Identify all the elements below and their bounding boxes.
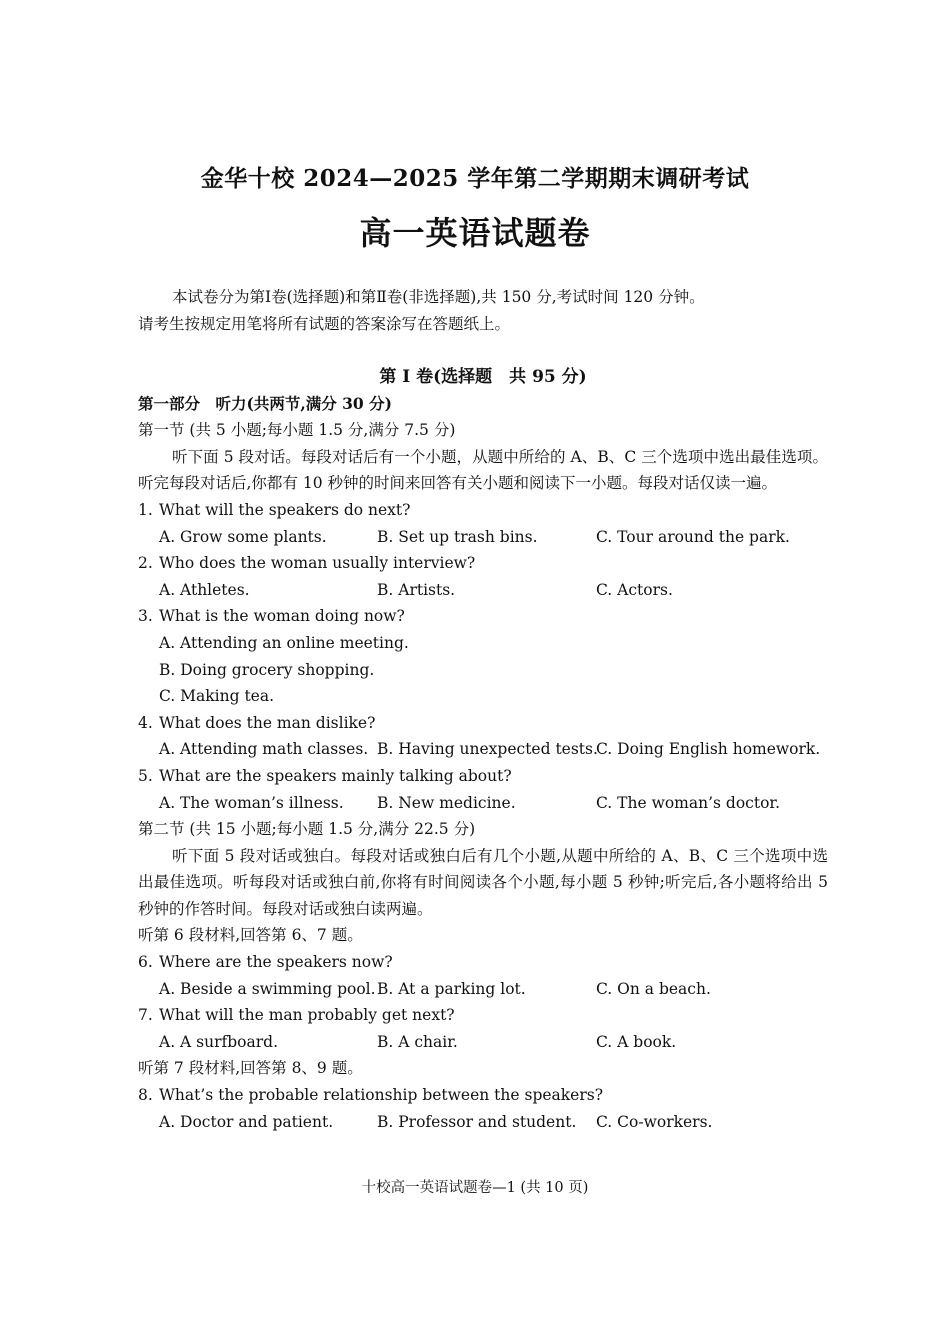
question-number: 5. <box>138 766 153 785</box>
material-6-instruction: 听第 6 段材料,回答第 6、7 题。 <box>138 926 363 945</box>
exam-subtitle: 高一英语试题卷 <box>359 214 591 252</box>
options-row <box>138 976 828 1003</box>
question-2 <box>138 550 828 577</box>
question-1 <box>138 497 828 524</box>
question-6 <box>138 949 828 976</box>
options-row <box>138 1109 828 1136</box>
question-3 <box>138 603 828 630</box>
question-8 <box>138 1082 828 1109</box>
question-text: Who does the woman usually interview? <box>159 554 476 573</box>
question-text: What is the woman doing now? <box>159 607 405 626</box>
exam-content <box>138 364 828 1135</box>
section1-directions: 听下面 5 段对话。每段对话后有一个小题，从题中所给的 A、B、C 三个选项中选出最佳选项。听完每段对话后,你都有 10 秒钟的时间来回答有关小题和阅读下一小题。每段对话仅读一遍。 <box>138 447 828 493</box>
option-b: B. Having unexpected tests. <box>377 740 598 759</box>
options-row <box>138 790 828 817</box>
question-number: 6. <box>138 953 153 972</box>
question-text: What will the man probably get next? <box>159 1006 455 1025</box>
option-c: C. Tour around the park. <box>596 527 790 546</box>
option-c: C. Co-workers. <box>596 1112 713 1131</box>
page-footer: 十校高一英语试题卷—1 (共 10 页) <box>361 1180 589 1196</box>
option-b: B. A chair. <box>377 1032 458 1051</box>
option-b: B. At a parking lot. <box>377 979 526 998</box>
question-number: 3. <box>138 607 153 626</box>
question-text: Where are the speakers now? <box>159 953 393 972</box>
volume-heading: 第 I 卷(选择题 共 95 分) <box>379 367 587 387</box>
option-a: A. A surfboard. <box>159 1032 279 1051</box>
part1-heading: 第一部分 听力(共两节,满分 30 分) <box>138 393 392 413</box>
options-row <box>138 1029 828 1056</box>
question-number: 7. <box>138 1006 153 1025</box>
option-c: C. Actors. <box>596 580 673 599</box>
option-b: B. Artists. <box>377 580 456 599</box>
option-c: C. Making tea. <box>159 687 275 706</box>
question-4 <box>138 710 828 737</box>
option-c: C. A book. <box>596 1032 677 1051</box>
question-text: What are the speakers mainly talking about? <box>159 766 512 785</box>
question-text: What will the speakers do next? <box>159 500 411 519</box>
section1-heading: 第一节 (共 5 小题;每小题 1.5 分,满分 7.5 分) <box>138 421 456 440</box>
exam-intro <box>138 284 828 338</box>
question-number: 1. <box>138 500 153 519</box>
option-a: A. Attending math classes. <box>159 740 369 759</box>
options-row <box>138 736 828 763</box>
intro-line-2: 请考生按规定用笔将所有试题的答案涂写在答题纸上。 <box>138 315 511 333</box>
option-a: A. Athletes. <box>159 580 250 599</box>
question-text: What does the man dislike? <box>159 713 376 732</box>
options-row <box>138 524 828 551</box>
option-c: C. On a beach. <box>596 979 711 998</box>
material-7-instruction: 听第 7 段材料,回答第 8、9 题。 <box>138 1059 363 1078</box>
option-c: C. Doing English homework. <box>596 740 821 759</box>
option-a: A. Beside a swimming pool. <box>159 979 376 998</box>
question-5 <box>138 763 828 790</box>
question-number: 2. <box>138 554 153 573</box>
option-a: A. Grow some plants. <box>159 527 327 546</box>
option-c: C. The woman’s doctor. <box>596 793 781 812</box>
question-text: What’s the probable relationship between the speakers? <box>159 1086 604 1105</box>
question-number: 4. <box>138 713 153 732</box>
option-b: B. New medicine. <box>377 793 516 812</box>
exam-title: 金华十校 2024—2025 学年第二学期期末调研考试 <box>200 165 750 192</box>
option-a: A. The woman’s illness. <box>159 793 344 812</box>
section2-directions: 听下面 5 段对话或独白。每段对话或独白后有几个小题,从题中所给的 A、B、C 三个选项中选出最佳选项。听每段对话或独白前,你将有时间阅读各个小题,每小题 5 秒钟;听完后,各小题将给出 5 秒钟的作答时间。每段对话或独白读两遍。 <box>138 846 828 918</box>
option-a: A. Attending an online meeting. <box>159 633 409 652</box>
question-7 <box>138 1002 828 1029</box>
intro-line-1: 本试卷分为第Ⅰ卷(选择题)和第Ⅱ卷(非选择题),共 150 分,考试时间 120 分钟。 <box>172 288 705 306</box>
option-b: B. Doing grocery shopping. <box>159 660 375 679</box>
question-number: 8. <box>138 1086 153 1105</box>
option-b: B. Professor and student. <box>377 1112 577 1131</box>
options-row <box>138 577 828 604</box>
option-a: A. Doctor and patient. <box>159 1112 334 1131</box>
option-b: B. Set up trash bins. <box>377 527 538 546</box>
section2-heading: 第二节 (共 15 小题;每小题 1.5 分,满分 22.5 分) <box>138 820 476 839</box>
